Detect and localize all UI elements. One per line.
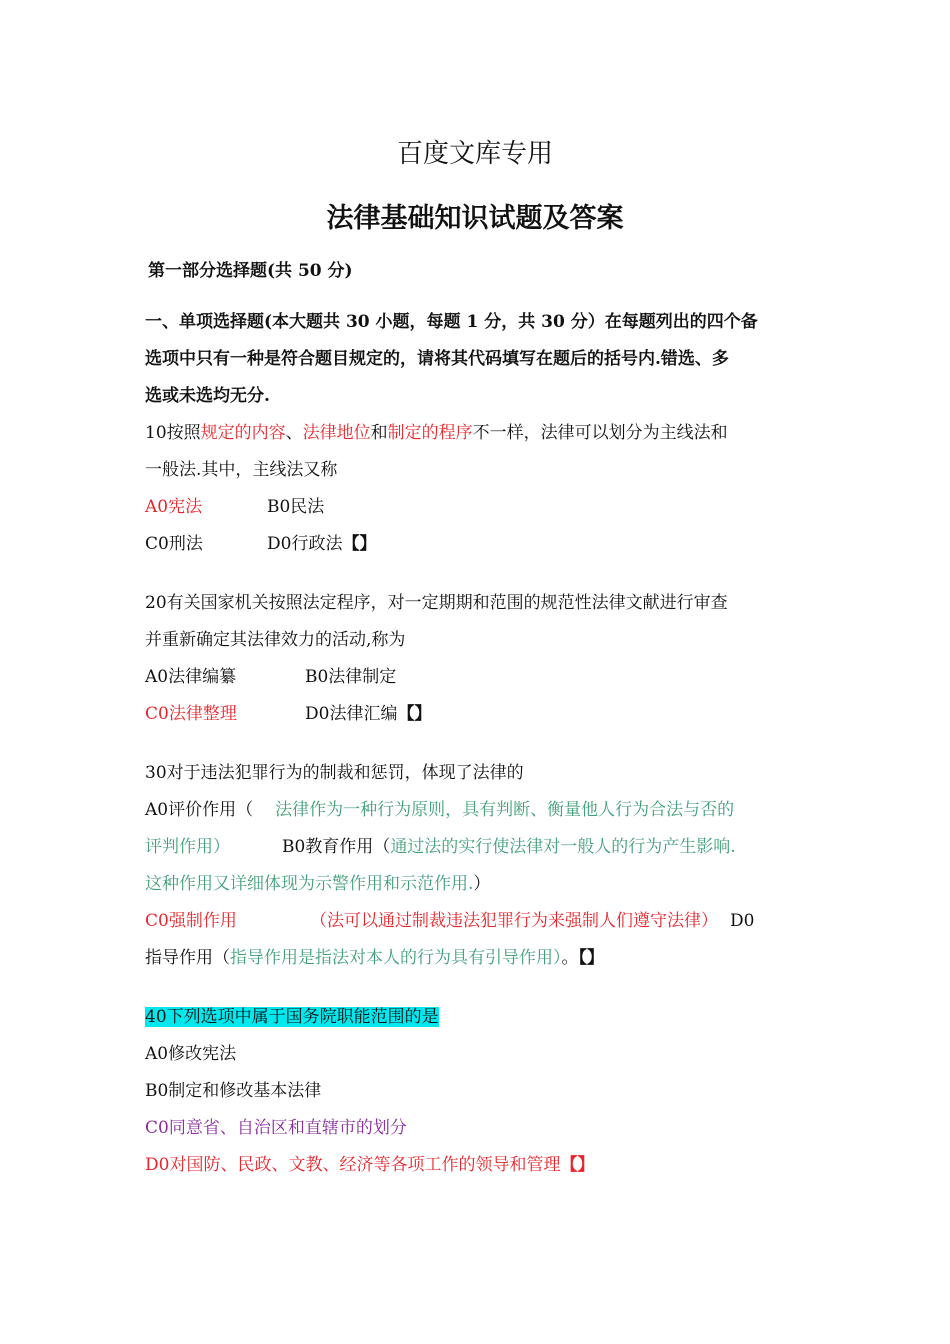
question-1 (145, 415, 805, 563)
options-row (145, 526, 805, 563)
option-c: C0刑法 (145, 534, 203, 554)
option-a: A0评价作用（ (145, 800, 254, 820)
stem-end: 。 (561, 948, 579, 968)
doc-header-title: 百度文库专用 (396, 139, 553, 169)
option-d: D0法律汇编 (305, 704, 398, 724)
answer-bracket: 【】 (397, 704, 432, 724)
highlight-term: 规定的内容 (200, 423, 286, 443)
option-d: D0行政法 (267, 534, 343, 554)
option-a-row (145, 792, 805, 829)
separator: 和 (370, 423, 388, 443)
question-2 (145, 585, 805, 733)
question-stem: 40下列选项中属于国务院职能范围的是 (145, 1007, 439, 1027)
option-a-b-row (145, 829, 805, 866)
instructions-line: 选项中只有一种是符合题目规定的，请将其代码填写在题后的括号内.错选、多 (145, 349, 729, 369)
option-b-note: 通过法的实行使法律对一般人的行为产生影响. (390, 837, 736, 857)
option-d: D0 (730, 911, 755, 931)
question-4 (145, 999, 805, 1184)
doc-main-title: 法律基础知识试题及答案 (326, 203, 624, 234)
question-stem-line2: 一般法.其中，主线法又称 (145, 460, 338, 480)
question-stem: 20有关国家机关按照法定程序，对一定期期和范围的规范性法律文献进行审查 (145, 593, 728, 613)
option-b-row2 (145, 866, 805, 903)
options-row (145, 696, 805, 733)
question-3 (145, 755, 805, 977)
option-d-row (145, 940, 805, 977)
option-d-row (145, 1147, 805, 1184)
option-a: A0修改宪法 (145, 1044, 237, 1064)
instructions-line: 一、单项选择题(本大题共 30 小题，每题 1 分，共 30 分）在每题列出的四个备 (145, 312, 758, 332)
option-c-row (145, 903, 805, 940)
option-c: C0强制作用 (145, 911, 237, 931)
separator: 、 (285, 423, 303, 443)
option-a-note-end: 评判作用） (145, 837, 230, 857)
highlight-term: 法律地位 (302, 423, 371, 443)
option-b-note-end: 这种作用又详细体现为示警作用和示范作用. (145, 874, 474, 894)
option-a-note: 法律作为一种行为原则，具有判断、衡量他人行为合法与否的 (275, 800, 735, 820)
question-number-text: 10按照 (145, 423, 201, 443)
instructions (145, 304, 805, 415)
stem-text: 不一样，法律可以划分为主线法和 (472, 423, 728, 443)
options-row (145, 659, 805, 696)
option-b: B0教育作用（ (282, 837, 391, 857)
answer-bracket: 【】 (560, 1155, 595, 1175)
option-a: A0宪法 (145, 497, 203, 517)
option-a: A0法律编纂 (145, 667, 237, 687)
option-d-note: 指导作用是指法对本人的行为具有引导作用） (230, 948, 562, 968)
highlight-term: 制定的程序 (387, 423, 473, 443)
option-b: B0法律制定 (305, 667, 397, 687)
option-b: B0制定和修改基本法律 (145, 1081, 322, 1101)
option-b: B0民法 (267, 497, 325, 517)
option-d: D0对国防、民政、文教、经济等各项工作的领导和管理 (145, 1155, 561, 1175)
option-c: C0法律整理 (145, 704, 237, 724)
question-stem (145, 415, 805, 452)
question-stem-row (145, 999, 805, 1036)
answer-bracket: 【】 (342, 534, 377, 554)
option-c-note: （法可以通过制裁违法犯罪行为来强制人们遵守法律） (310, 911, 718, 931)
question-stem-line2: 并重新确定其法律效力的活动,称为 (145, 630, 406, 650)
answer-bracket: 【】 (578, 948, 604, 968)
instructions-line: 选或未选均无分. (145, 386, 270, 406)
options-row (145, 489, 805, 526)
question-stem: 30对于违法犯罪行为的制裁和惩罚，体现了法律的 (145, 763, 524, 783)
option-d-label: 指导作用（ (145, 948, 230, 968)
option-c: C0同意省、自治区和直辖市的划分 (145, 1118, 407, 1138)
option-b-close: ） (473, 874, 491, 894)
part-heading: 第一部分选择题(共 50 分) (148, 261, 353, 281)
